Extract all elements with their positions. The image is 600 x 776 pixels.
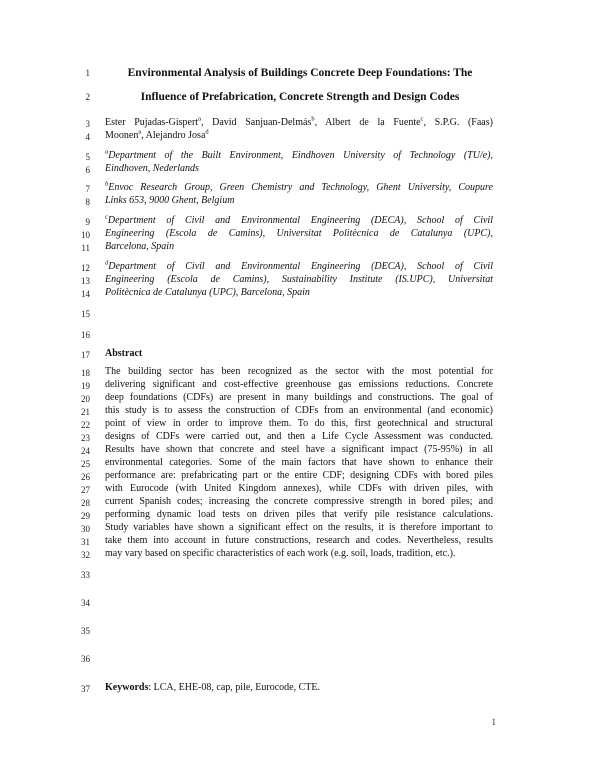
abstract-line: may vary based on specific characteristics of each work (e.g. soil, loads, tradition, etc.). [105,548,456,559]
line-number: 37 [81,684,90,694]
line-number: 4 [85,132,90,142]
line-number: 30 [81,524,90,534]
abstract-line: this study is to assess the construction of CDFs from an environmental (and economic) [105,405,493,416]
affiliation-d: $^d$Department of Civil and Environmental Engineering (DECA), School of Civil [105,259,493,272]
line-number: 16 [81,330,90,340]
line-number: 2 [85,92,90,102]
line-number: 7 [85,184,90,194]
line-number: 34 [81,598,90,608]
line-number: 10 [81,230,90,240]
affiliation-a-cont: Eindhoven, Nederlands [105,163,199,174]
page-number: 1 [491,717,496,727]
affiliation-c: $^c$Department of Civil and Environmental Engineering (DECA), School of Civil [105,213,493,226]
line-number: 14 [81,289,90,299]
line-number: 13 [81,276,90,286]
keywords-label: Keywords [105,682,149,693]
line-number: 36 [81,654,90,664]
line-number: 20 [81,394,90,404]
abstract-line: take them into account in future constructions, research and codes. Nevertheless, results [105,535,493,546]
line-number: 29 [81,511,90,521]
keywords-text: : LCA, EHE-08, cap, pile, Eurocode, CTE. [148,682,320,693]
authors-line-2: Moonen$^a$, Alejandro Josa$^d$ [105,128,209,141]
line-number: 26 [81,472,90,482]
affiliation-d-cont: Engineering (Escola de Camins), Sustainability Institute (IS.UPC), Universitat [105,274,493,285]
keywords [105,682,493,694]
abstract-line: Study variables have shown a significant effect on the results, it is therefore important to [105,522,493,533]
line-number: 27 [81,485,90,495]
abstract-line: delivering significant and cost-effective greenhouse gas emissions reductions. Concrete [105,379,493,390]
abstract-line: performance are: prefabricating part or the entire CDF; designing CDFs with bored piles [105,470,493,481]
line-number: 11 [81,243,90,253]
abstract-line: environmental categories. Some of the main factors that have shown to enhance their [105,457,493,468]
abstract-line: designs of CDFs were carried out, and then a Life Cycle Assessment was conducted. [105,431,493,442]
line-number: 25 [81,459,90,469]
line-number: 33 [81,570,90,580]
affiliation-c-cont: Barcelona, Spain [105,241,175,252]
affiliation-c-cont: Engineering (Escola de Camins), Universitat Politècnica de Catalunya (UPC), [105,228,493,239]
line-number: 3 [85,119,90,129]
line-number: 35 [81,626,90,636]
abstract-line: Results have shown that concrete and steel have a significant impact (75-95%) in all [105,444,493,455]
line-number: 1 [85,68,90,78]
abstract-line: deep foundations (CDFs) are present in many buildings and constructions. The goal of [105,392,493,403]
abstract-line: The building sector has been recognized as the sector with the most potential for [105,366,493,377]
line-number: 28 [81,498,90,508]
line-number: 12 [81,263,90,273]
line-number: 17 [81,350,90,360]
abstract-heading: Abstract [105,348,143,359]
line-number: 19 [81,381,90,391]
affiliation-a: $^a$Department of the Built Environment, Eindhoven University of Technology (TU/e), [105,148,493,161]
abstract-line: with Eurocode (with United Kingdom annexes), while CDFs with driven piles, with [105,483,493,494]
line-number: 22 [81,420,90,430]
affiliation-d-cont: Politècnica de Catalunya (UPC), Barcelona, Spain [105,287,310,298]
line-number: 8 [85,197,90,207]
title-line-2: Influence of Prefabrication, Concrete Strength and Design Codes [140,91,460,103]
line-number: 21 [81,407,90,417]
line-number: 31 [81,537,90,547]
line-number: 23 [81,433,90,443]
authors-line-1: Ester Pujadas-Gispert$^a$, David Sanjuan-Delmás$^b$, Albert de la Fuente$^c$, S.P.G. (Faas) [105,115,493,128]
line-number: 18 [81,368,90,378]
line-number: 15 [81,309,90,319]
abstract-line: point of view in order to improve them. To do this, first geotechnical and structural [105,418,493,429]
abstract-line: current Spanish codes; increasing the concrete compressive strength in bored piles; and [105,496,493,507]
affiliation-b: $^b$Envoc Research Group, Green Chemistry and Technology, Ghent University, Coupure [105,180,493,193]
affiliation-b-cont: Links 653, 9000 Ghent, Belgium [105,195,235,206]
title-line-1: Environmental Analysis of Buildings Concrete Deep Foundations: The [127,67,473,79]
line-number: 5 [85,152,90,162]
abstract-line: performing dynamic load tests on driven piles that verify pile resistance calculations. [105,509,493,520]
line-number: 6 [85,165,90,175]
line-number: 24 [81,446,90,456]
line-number: 32 [81,550,90,560]
line-number: 9 [85,217,90,227]
